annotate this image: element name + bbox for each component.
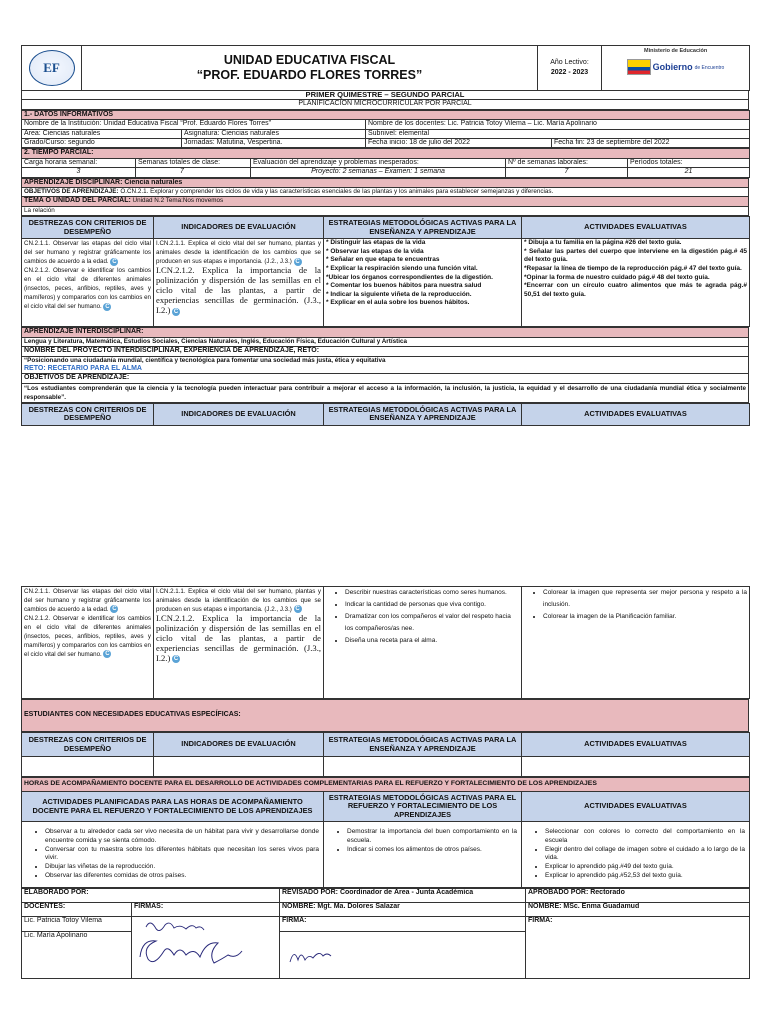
strategies-cell: • Describir nuestras características como seres humanos. • Indicar la cantidad de personas que viva contigo. • Dramatizar con los compañeros el valor del respeto hacia los compañeros/as nee. • Diseña una receta para el alma.	[324, 587, 522, 699]
copilot-icon: C	[295, 606, 300, 613]
col-destrezas: DESTREZAS CON CRITERIOS DE DESEMPEÑO	[22, 403, 154, 425]
skills-cell: CN.2.1.1. Observar las etapas del ciclo vital del ser humano y registrar gráficamente los cambios de acuerdo a la edad. C CN.2.1.2. Observar e identificar los cambios en el ciclo vital de diferentes animales (insectos, peces, anfibios, reptiles, aves y mamíferos) y compararlos con los cambios en el ciclo vital del ser humano. C	[22, 587, 154, 699]
project-name: “Posicionando una ciudadanía mundial, científica y tecnológica para fomentar una sociedad más justa, ética y equitativa RETO: RECETARIO PARA EL ALMA	[22, 356, 749, 374]
interdisc-objectives-label: OBJETIVOS DE APRENDIZAJE:	[22, 374, 749, 383]
teachers-field: Nombre de los docentes: Lic. Patricia Totoy Vilema – Lic. María Apolinario	[366, 120, 750, 129]
refuerzo-strategies-cell: • Demostrar la importancia del buen comportamiento en la escuela. • Indicar si comes los alimentos de otros países.	[324, 822, 522, 888]
nee-empty-cell	[154, 757, 324, 777]
ministry-logo-cell	[602, 46, 750, 91]
col-estrategias: ESTRATEGIAS METODOLÓGICAS ACTIVAS PARA LA ENSEÑANZA Y APRENDIZAJE	[324, 403, 522, 425]
total-weeks-label: Semanas totales de clase:	[136, 158, 251, 167]
refuerzo-activities-cell: • Observar a tu alrededor cada ser vivo necesita de un hábitat para vivir y desarrollarse donde encuentre comida y se sienta cómodo. • Conversar con tu maestra sobre los diferentes hábitats que necesitan los seres vivos para vivir. • Dibujar las viñetas de la reproducción. • Observar las diferentes comidas de otros países.	[22, 822, 324, 888]
teacher-1-name: Lic. Patricia Totoy Vilema	[22, 917, 132, 932]
learning-objectives: OBJETIVOS DE APRENDIZAJE: O.CN.2.1. Explorar y comprender los ciclos de vida y las características esenciales de las plantas y los animales para establecer semejanzas y diferencias.	[22, 188, 749, 197]
start-date-field: Fecha inicio: 18 de julio del 2022	[366, 139, 552, 148]
gobierno-logo-sub: de Encuentro	[694, 65, 725, 72]
tiempo-section-header: 2. TIEMPO PARCIAL:	[22, 149, 750, 158]
skills-table-2	[21, 586, 750, 699]
interdisc-areas: Lengua y Literatura, Matemática, Estudios Sociales, Ciencias Naturales, Inglés, Educación Física, Educación Cultural y Artística	[22, 337, 749, 346]
subject-field: Asignatura: Ciencias naturales	[182, 129, 366, 138]
copilot-icon: C	[105, 303, 110, 310]
reviewer-name: NOMBRE: Mgt. Ma. Dolores Salazar	[280, 903, 526, 917]
refuerzo-table	[21, 777, 750, 888]
elaborado-label: ELABORADO POR:	[22, 889, 280, 903]
datos-informativos-table	[21, 110, 750, 149]
unit-topic: TEMA O UNIDAD DEL PARCIAL: Unidad N.2 Tema:Nos movemos	[22, 197, 749, 206]
disciplinary-learning: APRENDIZAJE DISCIPLINAR: Ciencia naturales	[22, 178, 749, 187]
col-actividades: ACTIVIDADES EVALUATIVAS	[522, 733, 750, 757]
nee-skills-table	[21, 732, 750, 777]
header-table	[21, 45, 750, 91]
skills-cell: CN.2.1.1. Observar las etapas del ciclo vital del ser humano y registrar gráficamente los cambios de acuerdo a la edad. C CN.2.1.2. Observar e identificar los cambios en el ciclo vital de diferentes animales (insectos, peces, anfibios, reptiles, aves y mamíferos) y compararlos con los cambios en el ciclo vital del ser humano. C	[22, 239, 154, 327]
nee-empty-cell	[22, 757, 154, 777]
shift-field: Jornadas: Matutina, Vespertina.	[182, 139, 366, 148]
skills-header-2	[21, 403, 750, 426]
col-destrezas: DESTREZAS CON CRITERIOS DE DESEMPEÑO	[22, 217, 154, 239]
col-estrategias: ESTRATEGIAS METODOLÓGICAS ACTIVAS PARA LA ENSEÑANZA Y APRENDIZAJE	[324, 217, 522, 239]
teacher-signatures	[132, 917, 280, 979]
ministry-label: Ministerio de Educación	[644, 48, 708, 54]
nee-empty-cell	[522, 757, 750, 777]
datos-section-header: 1.- DATOS INFORMATIVOS	[22, 110, 750, 119]
refuerzo-label: HORAS DE ACOMPAÑAMIENTO DOCENTE PARA EL DESARROLLO DE ACTIVIDADES COMPLEMENTARIAS PARA EL REFUERZO Y FORTALECIMIENTO DE LOS APRENDIZAJES	[22, 778, 750, 792]
weekly-hours-value: 3	[22, 168, 136, 177]
evaluation-label: Evaluación del aprendizaje y problemas inesperados:	[251, 158, 506, 167]
copilot-icon: C	[295, 258, 300, 265]
aprobado-label: APROBADO POR: Rectorado	[526, 889, 750, 903]
col-estrategias: ESTRATEGIAS METODOLÓGICAS ACTIVAS PARA LA ENSEÑANZA Y APRENDIZAJE	[324, 733, 522, 757]
total-periods-value: 21	[628, 168, 750, 177]
term-title: PRIMER QUIMESTRE – SEGUNDO PARCIAL	[22, 91, 749, 100]
relation-text: La relación	[22, 206, 749, 215]
school-logo-icon: EF	[29, 50, 75, 86]
copilot-icon: C	[173, 308, 179, 315]
col-destrezas: DESTREZAS CON CRITERIOS DE DESEMPEÑO	[22, 733, 154, 757]
nee-label: ESTUDIANTES CON NECESIDADES EDUCATIVAS ESPECÍFICAS:	[22, 700, 749, 732]
reviewer-signature-label: FIRMA:	[280, 917, 526, 932]
weekly-hours-label: Carga horaria semanal:	[22, 158, 136, 167]
planning-page-1	[21, 45, 749, 426]
ecuador-flag-icon	[627, 59, 651, 75]
interdisc-label: APRENDIZAJE INTERDISCIPLINAR:	[22, 328, 749, 337]
refuerzo-evaluation-cell: • Seleccionar con colores lo correcto del comportamiento en la escuela • Elegir dentro del collage de imagen sobre el cuidado a lo largo de la vida. • Explicar lo aprendido pág.#49 del texto guía. • Explicar lo aprendido pág.#52,53 del texto guía.	[522, 822, 750, 888]
col-refuerzo-actividades: ACTIVIDADES PLANIFICADAS PARA LAS HORAS DE ACOMPAÑAMIENTO DOCENTE PARA EL REFUERZO Y FORTALECIMIENTO DE LOS APRENDIZAJES	[22, 792, 324, 822]
total-periods-label: Períodos totales:	[628, 158, 750, 167]
handwritten-signature-icon	[282, 932, 362, 972]
gobierno-logo: Gobierno	[652, 62, 693, 73]
col-indicadores: INDICADORES DE EVALUACIÓN	[154, 733, 324, 757]
copilot-icon: C	[112, 606, 117, 613]
nee-table	[21, 699, 749, 732]
grade-field: Grado/Curso: segundo	[22, 139, 182, 148]
evaluation-value: Proyecto: 2 semanas – Examen: 1 semana	[251, 168, 506, 177]
col-indicadores: INDICADORES DE EVALUACIÓN	[154, 403, 324, 425]
signatures-table	[21, 888, 750, 979]
nee-empty-cell	[324, 757, 522, 777]
reviewer-signature	[280, 931, 526, 979]
col-refuerzo-estrategias: ESTRATEGIAS METODOLÓGICAS ACTIVAS PARA EL REFUERZO Y FORTALECIMIENTO DE LOS APRENDIZAJES	[324, 792, 522, 822]
school-name: UNIDAD EDUCATIVA FISCAL “PROF. EDUARDO FLORES TORRES”	[82, 46, 538, 91]
copilot-icon: C	[173, 656, 179, 663]
col-actividades: ACTIVIDADES EVALUATIVAS	[522, 217, 750, 239]
teacher-2-name: Lic. María Apolinario	[22, 931, 132, 979]
school-year: Año Lectivo: 2022 - 2023	[538, 46, 602, 91]
docentes-label: DOCENTES:	[22, 903, 132, 917]
indicators-cell: I.CN.2.1.1. Explica el ciclo vital del ser humano, plantas y animales desde la identificación de los cambios que se producen en sus etapas e importancia. (J.2., J.3.) C I.CN.2.1.2. Explica la importancia de la polinización y dispersión de las semillas en el ciclo vital de las plantas, a partir de experiencias sencillas de germinación. (J.3., I.2.) C	[154, 587, 324, 699]
planning-page-2	[21, 586, 749, 979]
strategies-cell: * Distinguir las etapas de la vida * Observar las etapas de la vida * Señalar en que etapa te encuentras * Explicar la respiración siendo una función vital. *Ubicar los órganos correspondientes de la digestión. * Comentar los buenos hábitos para nuestra salud * Indicar la siguiente viñeta de la reproducción. * Explicar en el aula sobre los buenos hábitos.	[324, 239, 522, 327]
work-weeks-label: Nº de semanas laborales:	[506, 158, 628, 167]
revisado-label: REVISADO POR: Coordinador de Área - Junta Académica	[280, 889, 526, 903]
firmas-label: FIRMAS:	[132, 903, 280, 917]
disciplinar-table	[21, 178, 749, 217]
approver-name: NOMBRE: MSc. Enma Guadamud	[526, 903, 750, 917]
school-logo-cell	[22, 46, 82, 91]
indicators-cell: I.CN.2.1.1. Explica el ciclo vital del ser humano, plantas y animales desde la identificación de los cambios que se producen en sus etapas e importancia. (J.2., J.3.) C I.CN.2.1.2. Explica la importancia de la polinización y dispersión de las semillas en el ciclo vital de las plantas, a partir de experiencias sencillas de germinación. (J.3., I.2.) C	[154, 239, 324, 327]
handwritten-signature-icon	[134, 917, 278, 975]
total-weeks-value: 7	[136, 168, 251, 177]
interdisc-objectives: “Los estudiantes comprenderán que la ciencia y la tecnología pueden interactuar para contribuir a mejorar el acceso a la información, la inclusión, la justicia, la equidad y el desarrollo de una ciudadanía mundial ética y socialmente responsable”.	[22, 383, 749, 402]
interdisciplinar-table	[21, 327, 749, 402]
project-label: NOMBRE DEL PROYECTO INTERDISCIPLINAR, EXPERIENCIA DE APRENDIZAJE, RETO:	[22, 347, 749, 356]
titles-table	[21, 91, 749, 110]
skills-table-1	[21, 216, 750, 327]
tiempo-parcial-table	[21, 148, 750, 177]
activities-cell: * Dibuja a tu familia en la página #26 del texto guía. * Señalar las partes del cuerpo que interviene en la digestión pág.# 45 del texto guía. *Repasar la línea de tiempo de la reproducción pág.# 47 del texto guía. *Opinar la forma de nuestro cuidado pág.# 48 del texto guía. *Encerrar con un círculo cuatro alimentos que más te agrada pág.# 50,51 del texto guía.	[522, 239, 750, 327]
area-field: Área: Ciencias naturales	[22, 129, 182, 138]
col-indicadores: INDICADORES DE EVALUACIÓN	[154, 217, 324, 239]
copilot-icon: C	[112, 258, 117, 265]
copilot-icon: C	[105, 651, 110, 658]
col-actividades: ACTIVIDADES EVALUATIVAS	[522, 403, 750, 425]
col-refuerzo-evaluativas: ACTIVIDADES EVALUATIVAS	[522, 792, 750, 822]
challenge-title: RETO: RECETARIO PARA EL ALMA	[24, 364, 142, 372]
sublevel-field: Subnivel: elemental	[366, 129, 750, 138]
plan-title: PLANIFICACIÓN MICROCURRICULAR POR PARCIAL	[22, 100, 749, 109]
institution-field: Nombre de la Institución: Unidad Educativa Fiscal “Prof. Eduardo Flores Torres”	[22, 120, 366, 129]
approver-signature-label: FIRMA:	[526, 917, 750, 979]
work-weeks-value: 7	[506, 168, 628, 177]
activities-cell: • Colorear la imagen que representa ser mejor persona y respeto a la inclusión. • Colorear la imagen de la Planificación familiar.	[522, 587, 750, 699]
end-date-field: Fecha fin: 23 de septiembre del 2022	[552, 139, 750, 148]
